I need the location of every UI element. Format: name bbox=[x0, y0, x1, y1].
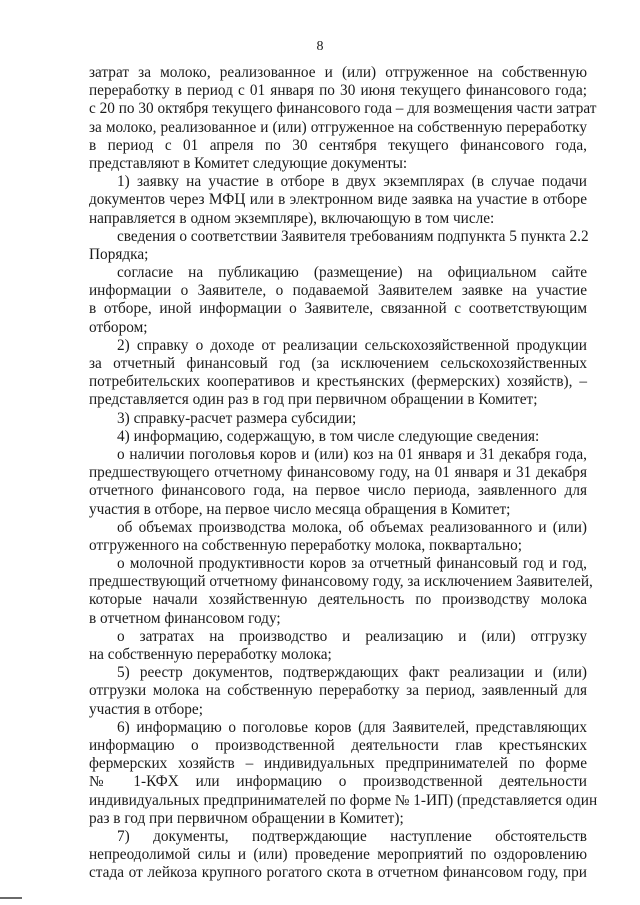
text-line: предшествующий отчетному финансовому году, за исключением Заявителей, bbox=[89, 573, 593, 591]
page-number: 8 bbox=[316, 39, 324, 54]
text-line: отгрузки молока на собственную переработку за период, заявленный для bbox=[89, 682, 587, 700]
text-line: предшествующего отчетному финансовому году, на 01 января и 31 декабря bbox=[89, 464, 587, 482]
text-line: Порядка; bbox=[89, 245, 149, 263]
text-line: представляют в Комитет следующие документы: bbox=[89, 154, 408, 172]
text-line: 3) справку-расчет размера субсидии; bbox=[117, 409, 357, 427]
text-line: информации о Заявителе, о подаваемой Заявителем заявке на участие bbox=[89, 282, 587, 300]
text-line: непреодолимой силы и (или) проведение мероприятий по оздоровлению bbox=[89, 846, 587, 864]
text-line: о наличии поголовья коров и (или) коз на 01 января и 31 декабря года, bbox=[117, 445, 587, 463]
text-line: информацию о производственной деятельности глав крестьянских bbox=[89, 736, 587, 754]
text-line: сведения о соответствии Заявителя требованиям подпункта 5 пункта 2.2 bbox=[117, 227, 589, 245]
text-line: 7) документы, подтверждающие наступление обстоятельств bbox=[117, 827, 587, 845]
text-line: в отчетном финансовом году; bbox=[89, 609, 281, 627]
text-line: в период с 01 апреля по 30 сентября текущего финансового года, bbox=[89, 136, 587, 154]
text-line: документов через МФЦ или в электронном виде заявка на участие в отборе bbox=[89, 191, 587, 209]
text-line: 5) реестр документов, подтверждающих факт реализации и (или) bbox=[117, 664, 587, 682]
text-line: направляется в одном экземпляре), включающую в том числе: bbox=[89, 209, 495, 227]
text-line: которые начали хозяйственную деятельность по производству молока bbox=[89, 591, 587, 609]
text-line: потребительских кооперативов и крестьянских (фермерских) хозяйств), – bbox=[89, 373, 587, 391]
text-line: индивидуальных предпринимателей по форме № 1-ИП) (представляется один bbox=[89, 791, 598, 809]
text-line: затрат за молоко, реализованное и (или) отгруженное на собственную bbox=[89, 64, 587, 81]
document-body bbox=[89, 64, 598, 882]
scan-edge-mark bbox=[0, 897, 22, 899]
text-line: за молоко, реализованное и (или) отгруженное на собственную переработку bbox=[89, 118, 587, 136]
text-line: согласие на публикацию (размещение) на официальном сайте bbox=[117, 264, 587, 282]
text-line: с 20 по 30 октября текущего финансового года – для возмещения части затрат bbox=[89, 100, 597, 118]
text-line: 2) справку о доходе от реализации сельскохозяйственной продукции bbox=[117, 336, 587, 354]
text-line: фермерских хозяйств – индивидуальных предпринимателей по форме bbox=[89, 755, 587, 773]
text-line: раз в год при первичном обращении в Комитет); bbox=[89, 809, 404, 827]
text-line: стада от лейкоза крупного рогатого скота в отчетном финансовом году, при bbox=[89, 864, 587, 882]
text-line: 1) заявку на участие в отборе в двух экземплярах (в случае подачи bbox=[117, 173, 587, 191]
text-line: отбором; bbox=[89, 318, 148, 336]
text-line: о молочной продуктивности коров за отчетный финансовый год и год, bbox=[117, 555, 587, 573]
text-line: 4) информацию, содержащую, в том числе следующие сведения: bbox=[117, 427, 540, 445]
text-line: 6) информацию о поголовье коров (для Заявителей, представляющих bbox=[117, 718, 587, 736]
text-line: представляется один раз в год при первичном обращении в Комитет; bbox=[89, 391, 538, 409]
text-line: на собственную переработку молока; bbox=[89, 646, 332, 663]
text-line: о затратах на производство и реализацию и (или) отгрузку bbox=[117, 627, 587, 645]
text-line: переработку в период с 01 января по 30 июня текущего финансового года; bbox=[89, 82, 587, 100]
text-line: об объемах производства молока, об объемах реализованного и (или) bbox=[117, 518, 587, 536]
text-line: за отчетный финансовый год (за исключением сельскохозяйственных bbox=[89, 355, 587, 372]
text-line: участия в отборе, на первое число месяца обращения в Комитет; bbox=[89, 500, 511, 518]
text-line: отгруженного на собственную переработку молока, поквартально; bbox=[89, 536, 523, 554]
text-line: № 1-КФХ или информацию о производственной деятельности bbox=[89, 773, 587, 791]
text-line: отчетного финансового года, на первое число периода, заявленного для bbox=[89, 482, 587, 500]
text-line: в отборе, иной информации о Заявителе, связанной с соответствующим bbox=[89, 300, 587, 318]
text-line: участия в отборе; bbox=[89, 700, 203, 718]
